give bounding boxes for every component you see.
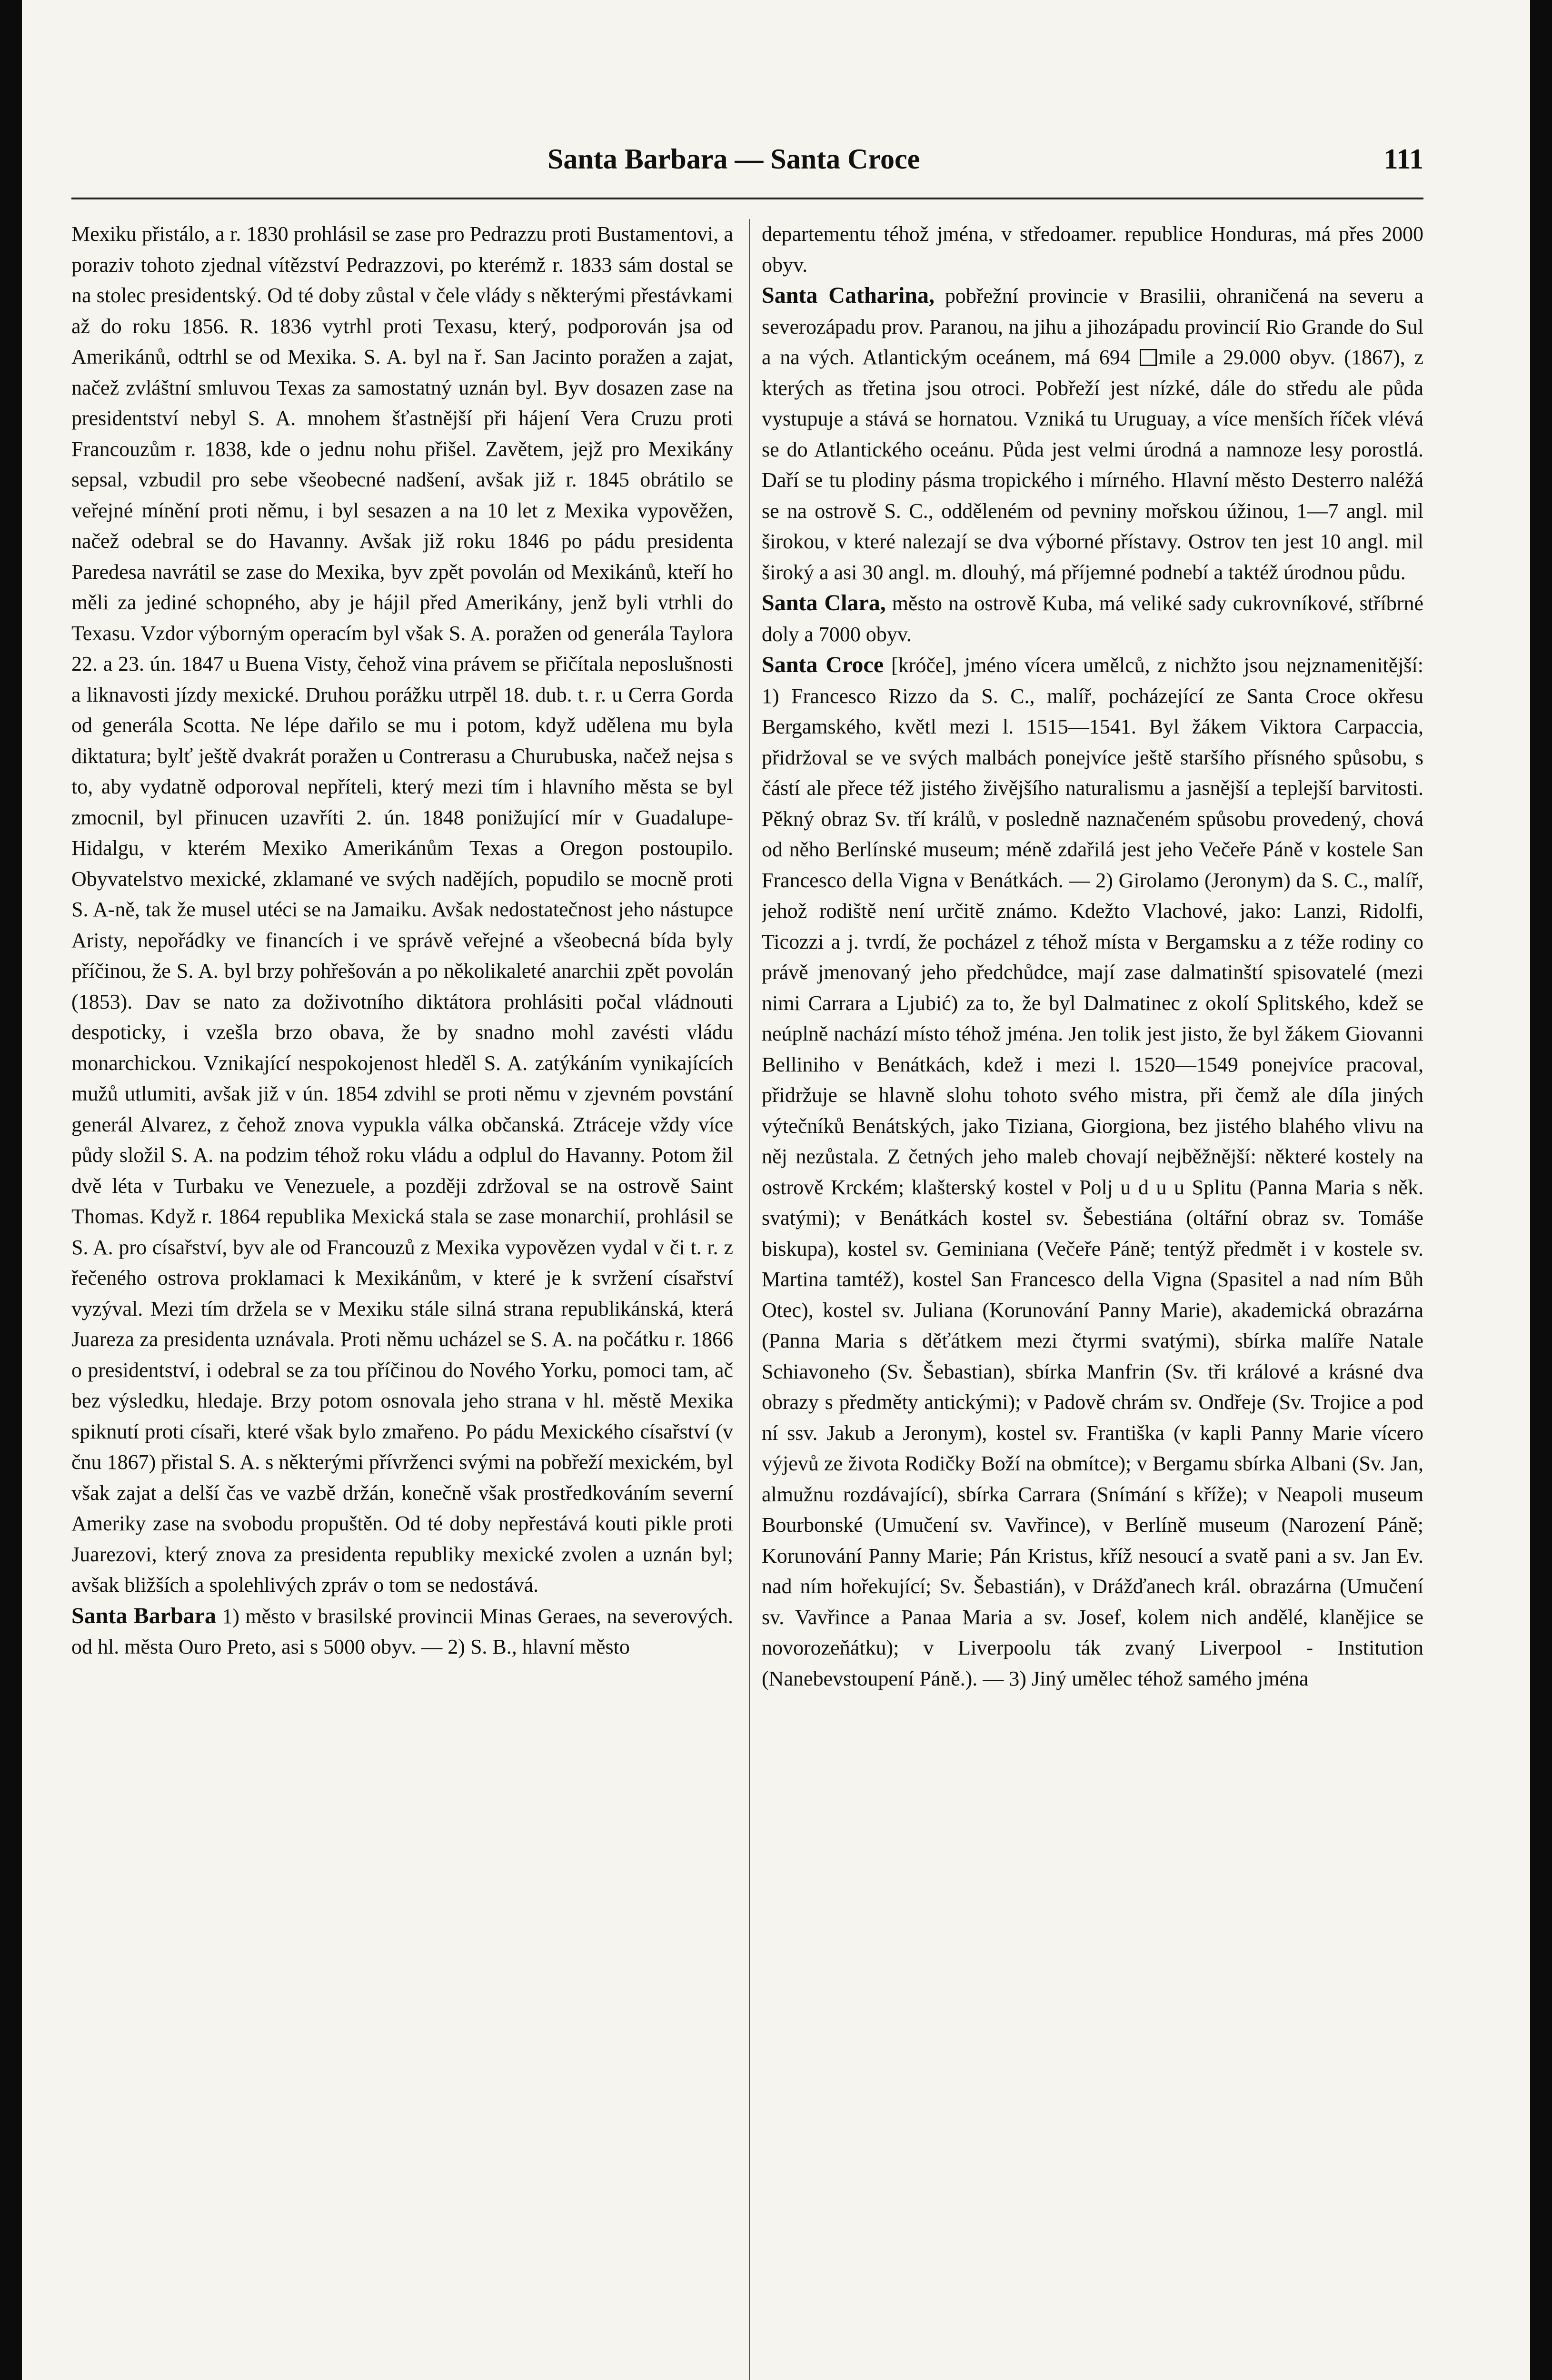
- entry-santa-barbara: [71, 1601, 733, 1663]
- entry-headword: Santa Catharina,: [762, 283, 935, 308]
- page-header: [71, 143, 1423, 181]
- entry-headword: Santa Barbara: [71, 1603, 217, 1628]
- entry-text: [króče], jméno vícera umělců, z nichžto jsou nejznamenitější: 1) Francesco Rizzo da S. C., malíř, pocházející ze Santa Croce okřesu Bergamského, květl mezi l. 1515—1541. Byl žákem Viktora Carpaccia, přidržoval se ve svých malbách ponejvíce ještě staršího přísného spůsobu, s částí ale přece též jistého živějšího naturalismu a jasnější a teplejší barvitosti. Pěkný obraz Sv. tří králů, v posledně naznačeném spůsobu provedený, chová od něho Berlínské museum; méně zdařilá jest jeho Večeře Páně v kostele San Francesco della Vigna v Benátkách. — 2) Girolamo (Jeronym) da S. C., malíř, jehož rodiště není určitě známo. Kdežto Vlachové, jako: Lanzi, Ridolfi, Ticozzi a j. tvrdí, že pocházel z téhož místa v Bergamsku a z téže rodiny co právě jmenovaný jeho předchůdce, mají zase dalmatinští spisovatelé (mezi nimi Carrara a Ljubić) za to, že byl Dalmatinec z okolí Splitského, kdež se neúplně nachází místo téhož jména. Jen tolik jest jisto, že byl žákem Giovanni Belliniho v Benátkách, kdež i mezi l. 1520—1549 ponejvíce pracoval, přidržuje se hlavně slohu tohoto svého mistra, při čemž ale díla jiných výtečníků Benátských, jako Tiziana, Giorgiona, bez jistého blahého vlivu na něj nezůstala. Z četných jeho maleb chovají nejběžnější: některé kostely na ostrově Krckém; klašterský kostel v Polj u d u u Splitu (Panna Maria s něk. svatými); v Benátkách kostel sv. Šebestiána (oltářní obraz sv. Tomáše biskupa), kostel sv. Geminiana (Večeře Páně; tentýž předmět i v kostele sv. Martina tamtéž), kostel San Francesco della Vigna (Spasitel a nad ním Bůh Otec), kostel sv. Juliana (Korunování Panny Marie), akademická obrazárna (Panna Maria s děťátkem mezi čtyrmi svatými), sbírka malíře Natale Schiavoneho (Sv. Šebastian), sbírka Manfrin (Sv. tři králové a krásné dva obrazy s předměty antickými); v Padově chrám sv. Ondřeje (Sv. Trojice a pod ní ssv. Jakub a Jeronym), kostel sv. Františka (v kapli Panny Marie vícero výjevů ze života Rodičky Boží na obmítce); v Bergamu sbírka Albani (Sv. Jan, almužnu rozdávající), sbírka Carrara (Snímání s kříže); v Neapoli museum Bourbonské (Umučení sv. Vavřince), v Berlíně museum (Narození Páně; Korunování Panny Marie; Pán Kristus, kříž nesoucí a svatě pani a sv. Jan Ev. nad ním hořekující; Sv. Šebastián), v Drážďanech král. obrazárna (Umučení sv. Vavřince a Panaa Maria a sv. Josef, kolem nich andělé, klanějice se novorozeňátku); v Liverpoolu ták zvaný Liverpool - Institution (Nanebevstoupení Páně.). — 3) Jiný umělec téhož samého jména: [762, 654, 1423, 1690]
- entry-santa-barbara-continued: departementu téhož jména, v středoamer. republice Honduras, má přes 2000 obyv.: [762, 222, 1423, 277]
- entry-santa-anna-continued: Mexiku přistálo, a r. 1830 prohlásil se zase pro Pedrazzu proti Bustamentovi, a poraziv tohoto zjednal vítězství Pedrazzovi, po kterémž r. 1833 sám dostal se na stolec presidentský. Od té doby zůstal v čele vlády s některými přestávkami až do roku 1856. R. 1836 vytrhl proti Texasu, který, podporován jsa od Amerikánů, odtrhl se od Mexika. S. A. byl na ř. San Jacinto poražen a zajat, načež zvláštní smluvou Texas za samostatný uznán byl. Byv dosazen zase na presidentství nebyl S. A. mnohem šťastnější při hájení Vera Cruzu proti Francouzům r. 1838, kde o jednu nohu přišel. Zavětem, jejž pro Mexikány sepsal, vzbudil pro sebe všeobecné nadšení, avšak již r. 1845 obrátilo se veřejné mínění proti němu, i byl sesazen a na 10 let z Mexika vypověžen, načež odebral se do Havanny. Avšak již roku 1846 po pádu presidenta Paredesa navrátil se zase do Mexika, byv zpět povolán od Mexikánů, kteří ho měli za jediné schopného, aby je hájil před Amerikány, jenž byli vtrhli do Texasu. Vzdor výborným operacím byl však S. A. poražen od generála Taylora 22. a 23. ún. 1847 u Buena Visty, čehož vina právem se přičítala neposlušnosti a liknavosti jízdy mexické. Druhou porážku utrpěl 18. dub. t. r. u Cerra Gorda od generála Scotta. Ne lépe dařilo se mu i potom, když udělena mu byla diktatura; bylť ještě dvakrát poražen u Contrerasu a Churubuska, načež nejsa s to, aby vydatně odporoval nepříteli, který mezi tím i hlavního města se byl zmocnil, byl přinucen uzavříti 2. ún. 1848 ponižující mír v Guadalupe-Hidalgu, v kterém Mexiko Amerikánům Texas a Oregon postoupilo. Obyvatelstvo mexické, zklamané ve svých nadějích, popudilo se mocně proti S. A-ně, tak že musel utéci se na Jamaiku. Avšak nedostatečnost jeho nástupce Aristy, nepořádky ve financích i ve správě veřejné a všeobecná bída byly příčinou, že S. A. byl brzy pohřešován a po několikaleté anarchii zpět povolán (1853). Dav se nato za doživotního diktátora prohlásiti počal vládnouti despoticky, i vzešla brzo obava, že by snadno mohl zavésti vládu monarchickou. Vznikající nespokojenost hleděl S. A. zatýkáním vynikajících mužů utlumiti, avšak již v ún. 1854 zdvihl se proti němu v zjevném povstání generál Alvarez, z čehož znova vypukla válka občanská. Ztráceje vždy více půdy složil S. A. na podzim téhož roku vládu a odplul do Havanny. Potom žil dvě léta v Turbaku ve Venezuele, a později zdržoval se na ostrově Saint Thomas. Když r. 1864 republika Mexická stala se zase monarchií, prohlásil se S. A. pro císařství, byv ale od Francouzů z Mexika vypovězen vydal v či t. r. z řečeného ostrova proklamaci k Mexikánům, v které je k svržení císařství vyzýval. Mezi tím držela se v Mexiku stále silná strana republikánská, která Juareza za presidenta uznávala. Proti němu ucházel se S. A. na počátku r. 1866 o presidentství, i odebral se za tou příčinou do Nového Yorku, pomoci tam, ač bez výsledku, hledaje. Brzy potom osnovala jeho strana v hl. městě Mexika spiknutí proti císaři, které však bylo zmařeno. Po pádu Mexického císařství (v čnu 1867) přistal S. A. s některými přívrženci svými na pobřeží mexickém, byl však zajat a delší čas ve vazbě držán, konečně však prostředkováním severní Ameriky zase na svobodu propuštěn. Od té doby nepřestává kouti pikle proti Juarezovi, který znova za presidenta republiky mexické zvolen a uznán byl; avšak bližších a spolehlivých zpráv o tom se nedostává.: [71, 222, 733, 1597]
- square-mile-icon: [1140, 349, 1157, 366]
- entry-santa-clara: [762, 588, 1423, 650]
- entry-headword: Santa Clara,: [762, 590, 886, 615]
- running-head: Santa Barbara — Santa Croce: [547, 143, 920, 175]
- entry-text: město na ostrově Kuba, má veliké sady cukrovníkové, stříbrné doly a 7000 obyv.: [762, 592, 1423, 646]
- column-divider: [749, 219, 750, 2380]
- right-column: [762, 219, 1423, 2380]
- entry-text: pobřežní provincie v Brasilii, ohraničená na severu a severozápadu prov. Paranou, na jihu a jihozápadu provincií Rio Grande do Sul a na vých. Atlantickým oceánem, má 694: [762, 284, 1423, 369]
- entry-headword: Santa Croce: [762, 652, 884, 677]
- entry-text: 1) město v brasilské provincii Minas Geraes, na severových. od hl. města Ouro Preto, asi s 5000 obyv. — 2) S. B., hlavní město: [71, 1604, 733, 1658]
- left-column: [71, 219, 733, 2380]
- entry-santa-croce: [762, 650, 1423, 1694]
- scan-edge-right: [1530, 0, 1552, 2380]
- entry-text: mile a 29.000 obyv. (1867), z kterých as třetina jsou otroci. Pobřeží jest nízké, dále do středu ale půda vystupuje a stává se hornatou. Vzniká tu Uruguay, a více menších říček vlévá se do Atlantického oceánu. Půda jest velmi úrodná a namnoze lesy porostlá. Daří se tu plodiny pásma tropického i mírného. Hlavní město Desterro naléžá se na ostrově S. C., odděleném od pevniny mořskou úžinou, 1—7 angl. mil širokou, v které nalezají se dva výborné přístavy. Ostrov ten jest 10 angl. mil široký a asi 30 angl. m. dlouhý, má příjemné podnebí a taktéž úrodnou půdu.: [762, 346, 1423, 584]
- scan-edge-left: [0, 0, 22, 2380]
- entry-santa-catharina: [762, 280, 1423, 588]
- header-rule: [71, 198, 1423, 199]
- page-number: 111: [1383, 143, 1423, 175]
